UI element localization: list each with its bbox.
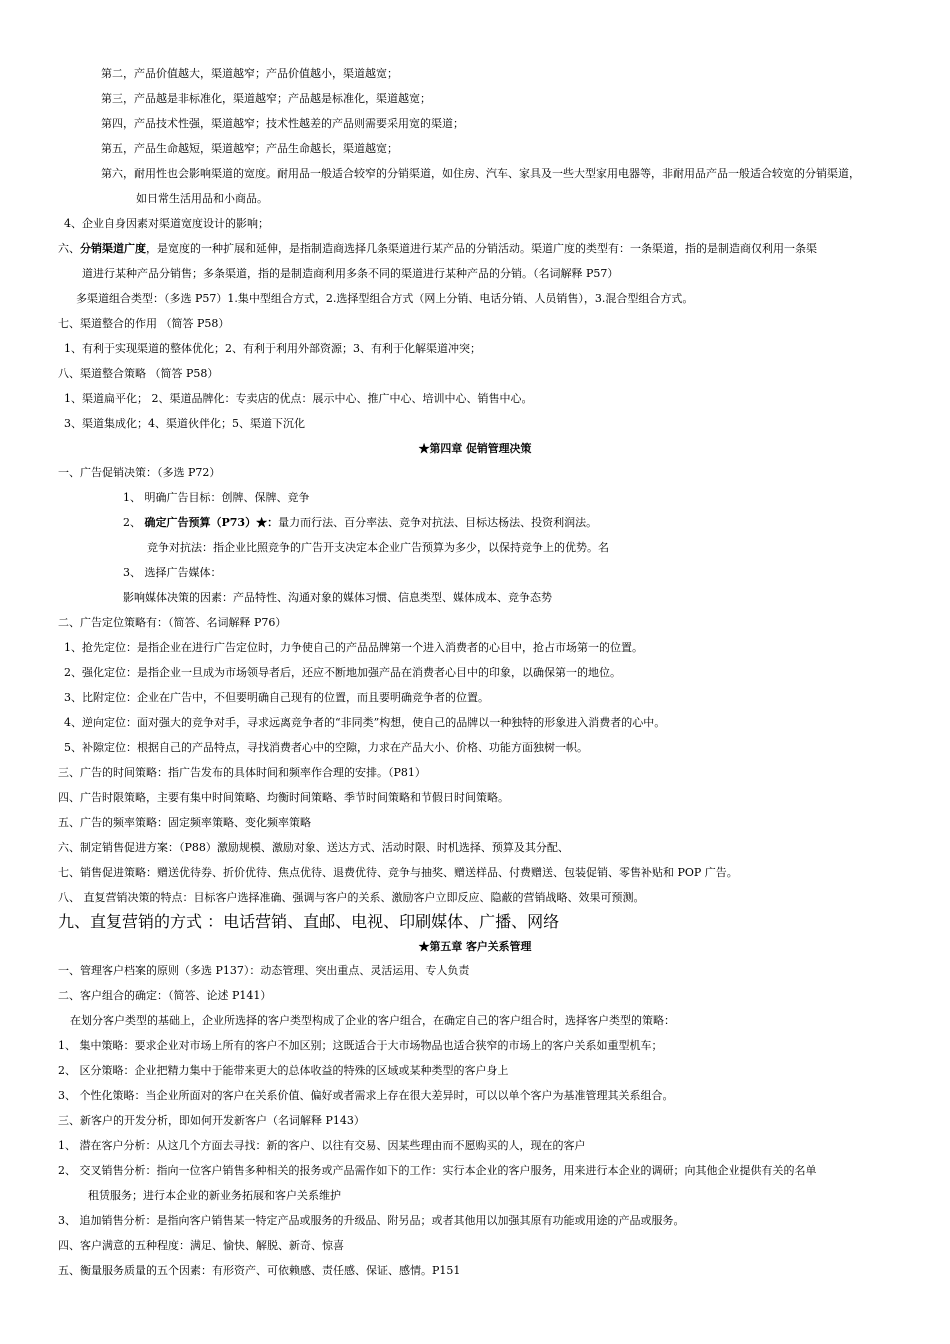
text-line: 七、销售促进策略：赠送优待券、折价优待、焦点优待、退费优待、竞争与抽奖、赠送样品、付费赠送、包装促销、零售补贴和 POP 广告。 — [58, 866, 738, 879]
text-line: 租赁服务；进行本企业的新业务拓展和客户关系维护 — [88, 1189, 341, 1202]
text-line: 3、 追加销售分析：是指向客户销售某一特定产品或服务的升级品、附另品；或者其他用以加强其原有功能或用途的产品或服务。 — [58, 1214, 685, 1227]
text-line: 第三，产品越是非标准化，渠道越窄；产品越是标准化，渠道越宽； — [101, 92, 431, 105]
text-line: 五、衡量服务质量的五个因素：有形资产、可依赖感、责任感、保证、感情。P151 — [58, 1264, 461, 1277]
text-line: 四、客户满意的五种程度：满足、愉快、解脱、新奇、惊喜 — [58, 1239, 344, 1252]
text-line: 4、逆向定位：面对强大的竞争对手，寻求远离竞争者的“非同类”构想，使自己的品牌以一种独特的形象进入消费者的心中。 — [64, 716, 666, 729]
chapter-title: ★第五章 客户关系管理 — [418, 940, 532, 953]
text-line: 三、广告的时间策略：指广告发布的具体时间和频率作合理的安排。（P81） — [58, 766, 426, 779]
text-line: 1、有利于实现渠道的整体优化；2、有利于利用外部资源；3、有利于化解渠道冲突； — [64, 342, 481, 355]
text-run: 量力而行法、百分率法、竞争对抗法、目标达杨法、投资利润法。 — [278, 516, 598, 529]
text-line: 2、 交叉销售分析：指向一位客户销售多种相关的报务或产品需作如下的工作：实行本企业的客户服务，用来进行本企业的调研；向其他企业提供有关的名单 — [58, 1164, 817, 1177]
text-line — [58, 242, 817, 256]
section-heading: 二、广告定位策略有：（简答、名词解释 P76） — [58, 616, 287, 629]
term-bold: 确定广告预算（P73）★： — [144, 516, 279, 529]
text-line: 1、 明确广告目标：创牌、保牌、竞争 — [123, 491, 310, 504]
text-line: 一、管理客户档案的原则（多选 P137）：动态管理、突出重点、灵活运用、专人负责 — [58, 964, 470, 977]
text-line: 3、比附定位：企业在广告中，不但要明确自己现有的位置，而且要明确竞争者的位置。 — [64, 691, 489, 704]
text-line: 六、制定销售促进方案：（P88）激励规模、激励对象、送达方式、活动时限、时机选择、预算及其分配、 — [58, 841, 569, 854]
text-line: 3、 选择广告媒体： — [123, 566, 222, 579]
text-line: 1、渠道扁平化； 2、渠道品牌化：专卖店的优点：展示中心、推广中心、培训中心、销售中心。 — [64, 392, 533, 405]
section-heading: 七、渠道整合的作用 （简答 P58） — [58, 317, 230, 330]
text-line: 1、 集中策略：要求企业对市场上所有的客户不加区别；这既适合于大市场物品也适合狭窄的市场上的客户关系如重型机车； — [58, 1039, 663, 1052]
text-line: 道进行某种产品分销售；多条渠道，指的是制造商利用多条不同的渠道进行某种产品的分销。（名词解释 P57） — [82, 267, 619, 280]
text-line: 如日常生活用品和小商品。 — [136, 192, 268, 205]
item-number: 2、 — [123, 516, 145, 529]
text-line: 八、 直复营销决策的特点：目标客户选择准确、强调与客户的关系、激励客户立即反应、隐蔽的营销战略、效果可预测。 — [58, 891, 645, 904]
term-bold: 分销渠道广度 — [80, 242, 146, 255]
text-line: 第六，耐用性也会影响渠道的宽度。耐用品一般适合较窄的分销渠道，如住房、汽车、家具及一些大型家用电器等，非耐用品产品一般适合较宽的分销渠道， — [101, 167, 860, 180]
text-line: 3、渠道集成化；4、渠道伙伴化；5、渠道下沉化 — [64, 417, 305, 430]
text-line: 第四，产品技术性强，渠道越窄；技术性越差的产品则需要采用宽的渠道； — [101, 117, 464, 130]
text-line: 多渠道组合类型：（多选 P57）1.集中型组合方式，2.选择型组合方式（网上分销、电话分销、人员销售），3.混合型组合方式。 — [76, 292, 694, 305]
chapter-title: ★第四章 促销管理决策 — [418, 442, 532, 455]
text-line: 2、强化定位：是指企业一旦成为市场领导者后，还应不断地加强产品在消费者心目中的印象，以确保第一的地位。 — [64, 666, 621, 679]
text-line: 五、广告的频率策略：固定频率策略、变化频率策略 — [58, 816, 311, 829]
section-heading: 八、渠道整合策略 （简答 P58） — [58, 367, 219, 380]
text-line: 四、广告时限策略，主要有集中时间策略、均衡时间策略、季节时间策略和节假日时间策略。 — [58, 791, 509, 804]
text-line: 5、补隙定位：根据自己的产品特点，寻找消费者心中的空隙，力求在产品大小、价格、功能方面独树一帜。 — [64, 741, 588, 754]
text-line: 2、 区分策略：企业把精力集中于能带来更大的总体收益的特殊的区域或某种类型的客户身上 — [58, 1064, 509, 1077]
text-line: 第五，产品生命越短，渠道越窄；产品生命越长，渠道越宽； — [101, 142, 398, 155]
section-heading: 一、广告促销决策：（多选 P72） — [58, 466, 221, 479]
text-line: 影响媒体决策的因素：产品特性、沟通对象的媒体习惯、信息类型、媒体成本、竞争态势 — [123, 591, 552, 604]
text-run: ，是宽度的一种扩展和延伸，是指制造商选择几条渠道进行某产品的分销活动。渠道广度的类型有：一条渠道，指的是制造商仅利用一条渠 — [146, 242, 817, 255]
section-heading: 二、客户组合的确定：（简答、论述 P141） — [58, 989, 272, 1002]
text-line: 在划分客户类型的基础上，企业所选择的客户类型构成了企业的客户组合，在确定自己的客户组合时，选择客户类型的策略： — [70, 1014, 675, 1027]
section-heading: 三、新客户的开发分析，即如何开发新客户（名词解释 P143） — [58, 1114, 365, 1127]
text-line: 1、 潜在客户分析：从这几个方面去寻找：新的客户、以往有交易、因某些理由而不愿购买的人，现在的客户 — [58, 1139, 586, 1152]
text-line: 3、 个性化策略：当企业所面对的客户在关系价值、偏好或者需求上存在很大差异时，可以以单个客户为基准管理其关系组合。 — [58, 1089, 674, 1102]
text-line — [123, 516, 597, 530]
text-line: 1、抢先定位：是指企业在进行广告定位时，力争使自己的产品品牌第一个进入消费者的心目中，抢占市场第一的位置。 — [64, 641, 643, 654]
text-line: 竞争对抗法：指企业比照竞争的广告开支决定本企业广告预算为多少，以保持竞争上的优势。名 — [147, 541, 609, 554]
section-number: 六、 — [58, 242, 80, 255]
text-line: 4、企业自身因素对渠道宽度设计的影响； — [64, 217, 269, 230]
large-text-line: 九、直复营销的方式 ：电话营销、直邮、电视、印刷媒体、广播、网络 — [58, 912, 560, 931]
text-line: 第二，产品价值越大，渠道越窄；产品价值越小，渠道越宽； — [101, 67, 398, 80]
